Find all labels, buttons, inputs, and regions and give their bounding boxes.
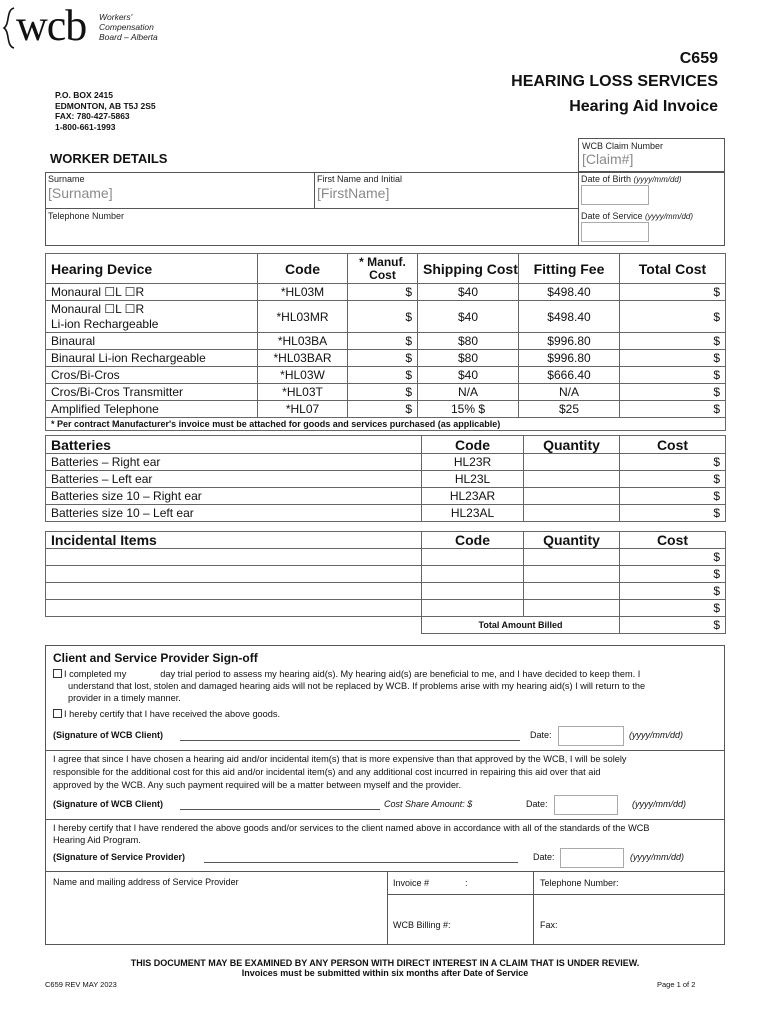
table-row: Cros/Bi-Cros Transmitter *HL03T $ N/A N/A $ <box>46 384 726 401</box>
table-row: Batteries – Right ear HL23R $ <box>46 454 726 471</box>
worker-details-heading: WORKER DETAILS <box>50 151 168 166</box>
manuf-cost-input[interactable]: $ <box>348 333 418 350</box>
quantity-input[interactable] <box>524 488 620 505</box>
certify-received: I hereby certify that I have received the above goods. <box>53 709 280 719</box>
manuf-cost-input[interactable]: $ <box>348 350 418 367</box>
cost-responsibility-statement: I agree that since I have chosen a hearing aid and/or incidental item(s) that is more expensive than that approved by the WCB, I will be solely responsible for the additional cost for this aid and/or incidental item(s) and any additional cost incurred in repairing this aid over that aid approved by the WCB. Any such payment required will be a matter between myself and the provider. <box>53 754 627 790</box>
signature-provider-line[interactable] <box>204 862 518 863</box>
date-input-2[interactable] <box>554 795 618 815</box>
total-cost-input[interactable]: $ <box>620 384 726 401</box>
logo-subtitle: Workers' Compensation Board – Alberta <box>99 12 158 42</box>
device-name[interactable]: Monaural ☐L ☐R <box>46 284 258 301</box>
date-of-service-input[interactable] <box>581 222 649 242</box>
signature-client-line-1[interactable] <box>180 740 520 741</box>
surname-label: Surname <box>48 174 85 184</box>
signature-client-line-2[interactable] <box>180 809 380 810</box>
table-row: Binaural *HL03BA $ $80 $996.80 $ <box>46 333 726 350</box>
wcb-address: P.O. BOX 2415 EDMONTON, AB T5J 2S5 FAX: 780-427-5863 1-800-661-1993 <box>55 90 156 132</box>
manuf-cost-input[interactable]: $ <box>348 401 418 418</box>
cost-input[interactable]: $ <box>620 549 726 566</box>
table-row <box>46 583 726 600</box>
footer-submission-note: Invoices must be submitted within six months after Date of Service <box>241 968 529 978</box>
quantity-input[interactable] <box>524 600 620 617</box>
table-row: Cros/Bi-Cros *HL03W $ $40 $666.40 $ <box>46 367 726 384</box>
table-row: Amplified Telephone *HL07 $ 15% $ $25 $ <box>46 401 726 418</box>
table-row <box>46 600 726 617</box>
provider-name-address-label: Name and mailing address of Service Provider <box>53 877 239 887</box>
date-input-1[interactable] <box>558 726 624 746</box>
fax-label: Fax: <box>540 920 558 930</box>
item-input[interactable] <box>46 566 422 583</box>
manuf-cost-input[interactable]: $ <box>348 367 418 384</box>
shipping-percent-input[interactable]: 15% $ <box>418 401 519 418</box>
date-input-3[interactable] <box>560 848 624 868</box>
surname-input[interactable]: [Surname] <box>48 185 113 201</box>
date-of-service-label: Date of Service (yyyy/mm/dd) <box>581 211 694 221</box>
invoice-number-label: Invoice # <box>393 878 430 888</box>
header-batteries: Batteries <box>46 436 422 454</box>
device-name: Binaural Li-ion Rechargeable <box>46 350 258 367</box>
cost-share-amount-label: Cost Share Amount: $ <box>384 799 473 809</box>
telephone-label: Telephone Number <box>48 211 125 221</box>
cost-input[interactable]: $ <box>620 600 726 617</box>
provider-certification: I hereby certify that I have rendered the above goods and/or services to the client named above in accordance with all of the standards of the WCB Hearing Aid Program. <box>53 823 650 845</box>
logo-wordmark: wcb <box>16 1 87 50</box>
quantity-input[interactable] <box>524 505 620 522</box>
total-amount-billed-label: Total Amount Billed <box>422 617 620 634</box>
form-subtitle: Hearing Aid Invoice <box>569 98 718 115</box>
wcb-billing-label: WCB Billing #: <box>393 920 451 930</box>
device-name: Amplified Telephone <box>46 401 258 418</box>
header-shipping-cost: Shipping Cost <box>418 254 519 284</box>
table-row: Batteries – Left ear HL23L $ <box>46 471 726 488</box>
form-revision: C659 REV MAY 2023 <box>45 980 117 989</box>
item-input[interactable] <box>46 583 422 600</box>
table-row <box>46 549 726 566</box>
manuf-cost-input[interactable]: $ <box>348 284 418 301</box>
device-name: Binaural <box>46 333 258 350</box>
code-input[interactable] <box>422 600 524 617</box>
cost-input[interactable]: $ <box>620 488 726 505</box>
total-cost-input[interactable]: $ <box>620 367 726 384</box>
cost-input[interactable]: $ <box>620 566 726 583</box>
signature-provider-label: (Signature of Service Provider) <box>53 852 186 862</box>
quantity-input[interactable] <box>524 549 620 566</box>
table-row: Batteries size 10 – Right ear HL23AR $ <box>46 488 726 505</box>
table-row: Binaural Li-ion Rechargeable *HL03BAR $ $80 $996.80 $ <box>46 350 726 367</box>
claim-number-label: WCB Claim Number <box>582 141 664 151</box>
dob-input[interactable] <box>581 185 649 205</box>
manuf-cost-input[interactable]: $ <box>348 301 418 333</box>
table-row: Monaural ☐L ☐R Li-ion Rechargeable *HL03MR $ $40 $498.40 $ <box>46 301 726 333</box>
device-name: Cros/Bi-Cros <box>46 367 258 384</box>
header-incidental-items: Incidental Items <box>46 532 422 549</box>
code-input[interactable] <box>422 583 524 600</box>
table-row: Monaural ☐L ☐R *HL03M $ $40 $498.40 $ <box>46 284 726 301</box>
table-row <box>46 566 726 583</box>
total-cost-input[interactable]: $ <box>620 284 726 301</box>
total-cost-input[interactable]: $ <box>620 333 726 350</box>
trial-checkbox[interactable] <box>53 669 62 678</box>
dob-label: Date of Birth (yyyy/mm/dd) <box>581 174 682 184</box>
form-title: HEARING LOSS SERVICES <box>511 73 718 90</box>
cost-input[interactable]: $ <box>620 583 726 600</box>
table-row: Batteries size 10 – Left ear HL23AL $ <box>46 505 726 522</box>
incidental-items-table: Incidental Items Code Quantity Cost $ $ $ $ Total Amount Billed $ <box>45 531 726 634</box>
total-amount-billed-input[interactable]: $ <box>620 617 726 634</box>
hearing-device-table <box>45 253 726 431</box>
header-fitting-fee: Fitting Fee <box>519 254 620 284</box>
device-name: Cros/Bi-Cros Transmitter <box>46 384 258 401</box>
logo-bracket-icon <box>2 6 16 50</box>
cost-input[interactable]: $ <box>620 505 726 522</box>
code-input[interactable] <box>422 549 524 566</box>
quantity-input[interactable] <box>524 566 620 583</box>
quantity-input[interactable] <box>524 471 620 488</box>
header-total-cost: Total Cost <box>620 254 726 284</box>
item-input[interactable] <box>46 549 422 566</box>
signature-client-label-1: (Signature of WCB Client) <box>53 730 163 740</box>
header-manuf-cost: * Manuf. Cost <box>348 254 418 284</box>
first-name-label: First Name and Initial <box>317 174 403 184</box>
claim-number-input[interactable]: [Claim#] <box>582 151 634 167</box>
page-number: Page 1 of 2 <box>657 980 696 989</box>
total-cost-input[interactable]: $ <box>620 401 726 418</box>
telephone-number-label: Telephone Number: <box>540 878 619 888</box>
total-cost-input[interactable]: $ <box>620 301 726 333</box>
first-name-input[interactable]: [FirstName] <box>317 185 390 201</box>
signoff-heading: Client and Service Provider Sign-off <box>53 651 258 665</box>
certify-checkbox[interactable] <box>53 709 62 718</box>
quantity-input[interactable] <box>524 454 620 471</box>
header-hearing-device: Hearing Device <box>46 254 258 284</box>
cost-input[interactable]: $ <box>620 454 726 471</box>
device-name[interactable]: Monaural ☐L ☐R Li-ion Rechargeable <box>46 301 258 333</box>
batteries-table: Batteries Code Quantity Cost Batteries – Right ear HL23R $ Batteries – Left ear HL23L $ Batteries size 10 – Right ear HL23AR $ Batteries size 10 – Left ear HL23AL $ <box>45 435 726 522</box>
form-code: C659 <box>679 50 718 67</box>
manufacturer-note: * Per contract Manufacturer's invoice must be attached for goods and services purchased (as applicable) <box>46 418 726 431</box>
trial-statement: I completed my day trial period to assess my hearing aid(s). My hearing aid(s) are beneficial to me, and I have decided to keep them. I understand that lost, stolen and damaged hearing aids will not be replaced by WCB. If problems arise with my hearing aid(s) I will return to the provider in a timely manner. <box>53 668 718 704</box>
quantity-input[interactable] <box>524 583 620 600</box>
code-input[interactable] <box>422 566 524 583</box>
claim-number-box <box>578 138 725 172</box>
item-input[interactable] <box>46 600 422 617</box>
manuf-cost-input[interactable]: $ <box>348 384 418 401</box>
footer-disclaimer: THIS DOCUMENT MAY BE EXAMINED BY ANY PERSON WITH DIRECT INTEREST IN A CLAIM THAT IS UNDER REVIEW. <box>130 958 640 968</box>
header-code: Code <box>258 254 348 284</box>
signature-client-label-2: (Signature of WCB Client) <box>53 799 163 809</box>
total-cost-input[interactable]: $ <box>620 350 726 367</box>
cost-input[interactable]: $ <box>620 471 726 488</box>
